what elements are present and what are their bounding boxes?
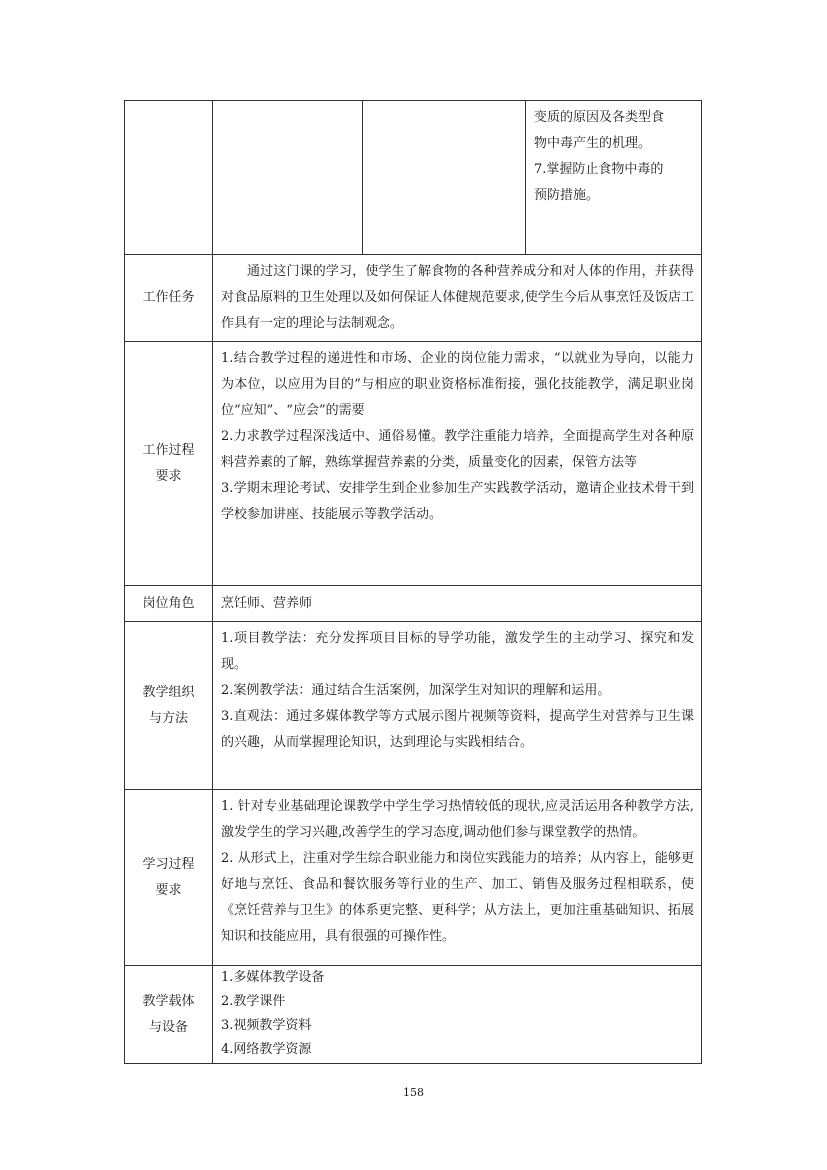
table-row-learning-process bbox=[125, 790, 702, 966]
text-line: 预防措施。 bbox=[534, 188, 600, 203]
row-label-line: 教学载体 bbox=[142, 993, 195, 1009]
row-label-line: 要求 bbox=[155, 468, 182, 484]
table-row-teaching-equipment bbox=[125, 966, 702, 1064]
job-role-content bbox=[213, 586, 702, 622]
list-item: 1. 针对专业基础理论课教学中学生学习热情较低的现状,应灵活运用各种教学方法,激发学生的学习兴趣,改善学生的学习态度,调动他们参与课堂教学的热情。 bbox=[221, 799, 694, 840]
row-label bbox=[125, 622, 213, 790]
row-label-line: 与方法 bbox=[148, 710, 188, 726]
empty-cell bbox=[213, 101, 363, 255]
table-row-work-process bbox=[125, 342, 702, 586]
row-label-text: 岗位角色 bbox=[142, 595, 195, 611]
list-item: 1.多媒体教学设备 bbox=[221, 970, 325, 985]
list-item: 3.直观法：通过多媒体教学等方式展示图片视频等资料，提高学生对营养与卫生课的兴趣，从而掌握理论知识，达到理论与实践相结合。 bbox=[221, 709, 694, 750]
row-label-line: 工作过程 bbox=[142, 442, 195, 458]
objective-continuation-cell bbox=[526, 101, 702, 255]
row-label-line: 与设备 bbox=[148, 1019, 188, 1035]
list-item: 2. 从形式上，注重对学生综合职业能力和岗位实践能力的培养；从内容上，能够更好地与烹饪、食品和餐饮服务等行业的生产、加工、销售及服务过程相联系，使《烹饪营养与卫生》的体系更完整、更科学；从方法上，更加注重基础知识、拓展知识和技能应用，具有很强的可操作性。 bbox=[221, 851, 694, 944]
row-label bbox=[125, 586, 213, 622]
list-item: 2.案例教学法：通过结合生活案例，加深学生对知识的理解和运用。 bbox=[221, 683, 611, 698]
teaching-equipment-content bbox=[213, 966, 702, 1064]
text-line: 物中毒产生的机理。 bbox=[534, 136, 652, 151]
list-item: 4.网络教学资源 bbox=[221, 1042, 312, 1057]
list-item: 3.视频教学资料 bbox=[221, 1018, 312, 1033]
teaching-org-content bbox=[213, 622, 702, 790]
list-item: 1.项目教学法：充分发挥项目目标的导学功能，激发学生的主动学习、探究和发现。 bbox=[221, 631, 694, 672]
row-label bbox=[125, 342, 213, 586]
page-number: 158 bbox=[403, 1086, 424, 1099]
learning-process-content bbox=[213, 790, 702, 966]
table-row-teaching-org bbox=[125, 622, 702, 790]
paragraph: 烹饪师、营养师 bbox=[221, 595, 313, 611]
paragraph: 通过这门课的学习，使学生了解食物的各种营养成分和对人体的作用，并获得对食品原料的卫生处理以及如何保证人体健规范要求,使学生今后从事烹饪及饭店工作具有一定的理论与法制观念。 bbox=[221, 264, 694, 331]
empty-cell bbox=[363, 101, 526, 255]
list-item: 2.力求教学过程深浅适中、通俗易懂。教学注重能力培养，全面提高学生对各种原料营养素的了解，熟练掌握营养素的分类，质量变化的因素，保管方法等 bbox=[221, 429, 694, 470]
table-row-job-role bbox=[125, 586, 702, 622]
text-line: 7.掌握防止食物中毒的 bbox=[534, 162, 664, 177]
list-item: 1.结合教学过程的递进性和市场、企业的岗位能力需求，“以就业为导向，以能力为本位，以应用为目的”与相应的职业资格标准衔接，强化技能教学，满足职业岗位“应知”、“应会”的需要 bbox=[221, 351, 694, 418]
row-label-text: 工作任务 bbox=[142, 290, 195, 305]
row-label-line: 学习过程 bbox=[142, 856, 195, 872]
table-row-continuation bbox=[125, 101, 702, 255]
course-table bbox=[124, 100, 702, 1064]
empty-cell bbox=[125, 101, 213, 255]
row-label-line: 教学组织 bbox=[142, 684, 195, 700]
list-item: 2.教学课件 bbox=[221, 994, 286, 1009]
row-label bbox=[125, 255, 213, 342]
row-label bbox=[125, 790, 213, 966]
row-label bbox=[125, 966, 213, 1064]
text-line: 变质的原因及各类型食 bbox=[534, 110, 665, 125]
row-label-line: 要求 bbox=[155, 882, 182, 898]
table-row-work-task bbox=[125, 255, 702, 342]
work-task-content bbox=[213, 255, 702, 342]
work-process-content bbox=[213, 342, 702, 586]
list-item: 3.学期末理论考试、安排学生到企业参加生产实践教学活动，邀请企业技术骨干到学校参加讲座、技能展示等教学活动。 bbox=[221, 481, 694, 522]
